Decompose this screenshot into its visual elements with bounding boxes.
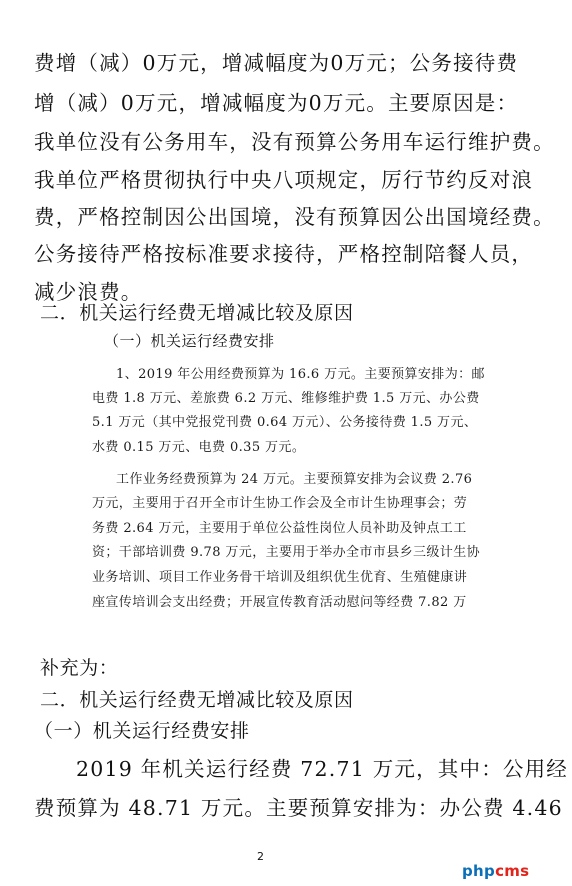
scanned-text-line: 万元，主要用于召开全市计生协工作会及全市计生协理事会；劳 [92,496,468,511]
supplement-label: 补充为： [40,657,119,679]
watermark-part1: php [462,862,496,880]
scanned-text-line: 资；干部培训费 9.78 万元，主要用于举办全市市县乡三级计生协 [92,545,481,560]
supplement-subheading: （一）机关运行经费安排 [34,720,250,742]
subsection-heading: （一）机关运行经费安排 [104,332,275,350]
scanned-text-line: 业务培训、项目工作业务骨干培训及组织优生优育、生殖健康讲 [92,570,468,585]
body-text-line: 我单位没有公务用车，没有预算公务用车运行维护费。 [34,130,555,154]
scanned-text-line: 务费 2.64 万元，主要用于单位公益性岗位人员补助及钟点工工 [92,521,467,536]
body-text-line: 增（减）0万元，增减幅度为0万元。主要原因是： [34,91,519,115]
scanned-text-line: 5.1 万元（其中党报党刊费 0.64 万元）、公务接待费 1.5 万元、 [92,415,478,430]
body-text-line: 2019 年机关运行经费 72.71 万元，其中：公用经 [76,757,569,781]
body-text-line: 费增（减）0万元，增减幅度为0万元；公务接待费 [34,51,519,75]
scanned-text-line: 工作业务经费预算为 24 万元。主要预算安排为会议费 2.76 [116,472,473,487]
body-text-line: 费预算为 48.71 万元。主要预算安排为：办公费 4.46 [34,796,563,820]
scanned-text-line: 电费 1.8 万元、差旅费 6.2 万元、维修维护费 1.5 万元、办公费 [92,391,480,406]
supplement-heading: 二．机关运行经费无增减比较及原因 [40,689,354,711]
scanned-text-line: 水费 0.15 万元、电费 0.35 万元。 [92,440,306,455]
scanned-text-line: 座宣传培训会支出经费；开展宣传教育活动慰问等经费 7.82 万 [92,595,467,610]
body-text-line: 减少浪费。 [34,280,143,304]
body-text-line: 我单位严格贯彻执行中央八项规定，厉行节约反对浪 [34,168,534,192]
body-text-line: 公务接待严格按标准要求接待，严格控制陪餐人员， [34,242,534,266]
section-heading: 二．机关运行经费无增减比较及原因 [40,302,354,324]
scanned-text-line: 1、2019 年公用经费预算为 16.6 万元。主要预算安排为：邮 [116,367,485,382]
page-number: 2 [257,850,264,863]
watermark-logo [462,862,529,880]
body-text-line: 费，严格控制因公出国境，没有预算因公出国境经费。 [34,205,555,229]
watermark-part2: cms [495,862,530,880]
